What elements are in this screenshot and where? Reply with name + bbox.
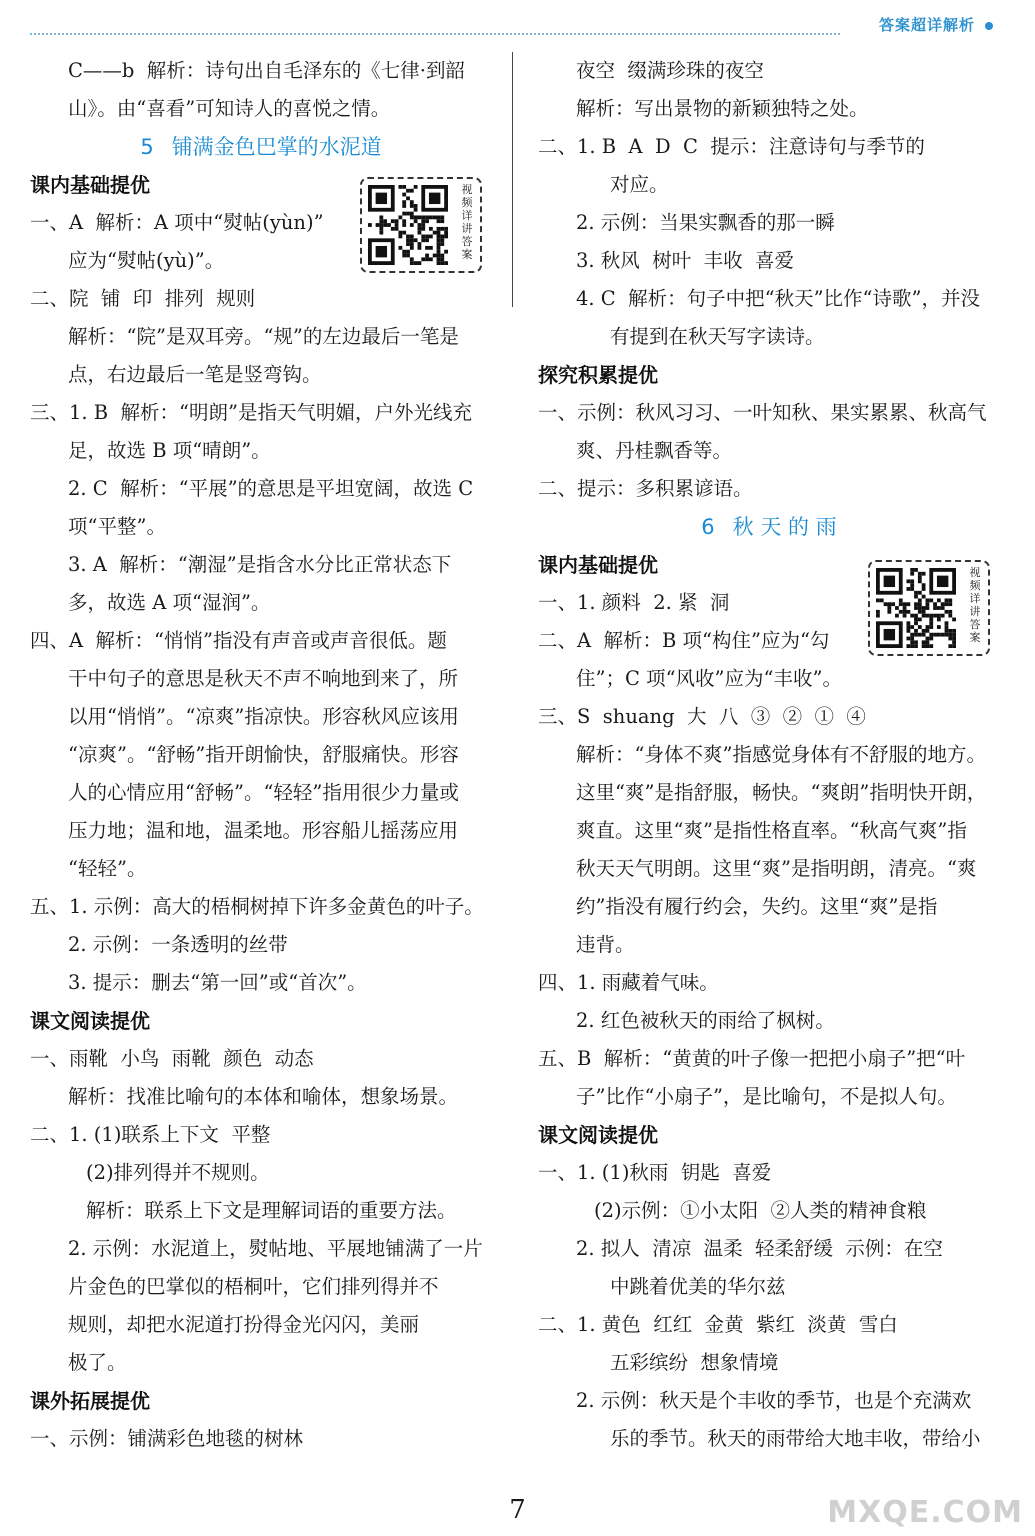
right-column	[538, 52, 1000, 1458]
answer-line: 爽、丹桂飘香等。	[576, 439, 733, 462]
answer-line: 夜空 缀满珍珠的夜空	[576, 59, 764, 82]
answer-line: 三、1. B 解析：“明朗”是指天气明媚，户外光线充	[30, 401, 472, 424]
answer-line: 2. 示例：秋天是个丰收的季节，也是个充满欢	[576, 1389, 972, 1412]
lesson-number: 5	[140, 135, 154, 159]
answer-line: 二、1. 黄色 红红 金黄 紫红 淡黄 雪白	[538, 1313, 898, 1336]
column-divider	[512, 52, 513, 307]
answer-line: 二、1. (1)联系上下文 平整	[30, 1123, 271, 1146]
lesson-name: 秋 天 的 雨	[732, 515, 837, 539]
answer-line: 一、示例：铺满彩色地毯的树林	[30, 1427, 304, 1450]
answer-line: 有提到在秋天写字读诗。	[610, 325, 825, 348]
lesson-title	[538, 508, 1000, 546]
answer-line: 人的心情应用“舒畅”。“轻轻”指用很少力量或	[68, 781, 459, 804]
header-dotted-rule	[30, 33, 840, 35]
answer-line: 一、示例：秋风习习、一叶知秋、果实累累、秋高气	[538, 401, 987, 424]
section-heading: 课外拓展提优	[30, 1389, 150, 1413]
answer-line: 2. 示例：当果实飘香的那一瞬	[576, 211, 835, 234]
answer-line: 四、A 解析：“悄悄”指没有声音或声音很低。题	[30, 629, 447, 652]
answer-line: 乐的季节。秋天的雨带给大地丰收，带给小	[610, 1427, 981, 1450]
answer-line: 2. C 解析：“平展”的意思是平坦宽阔，故选 C	[68, 477, 474, 500]
answer-line: 解析：“院”是双耳旁。“规”的左边最后一笔是	[68, 325, 459, 348]
lesson-number: 6	[701, 515, 715, 539]
answer-line: 压力地；温和地，温柔地。形容船儿摇荡应用	[68, 819, 459, 842]
answer-line: 秋天天气明朗。这里“爽”是指明朗，清亮。“爽	[576, 857, 977, 880]
lesson-name: 铺满金色巴掌的水泥道	[171, 135, 382, 159]
answer-line: 干中句子的意思是秋天不声不响地到来了，所	[68, 667, 459, 690]
answer-line: 三、S shuang 大 八 ③ ② ① ④	[538, 705, 866, 728]
answer-line: 片金色的巴掌似的梧桐叶，它们排列得并不	[68, 1275, 439, 1298]
answer-line: “凉爽”。“舒畅”指开朗愉快，舒服痛快。形容	[68, 743, 459, 766]
answer-line: 这里“爽”是指舒服，畅快。“爽朗”指明快开朗，	[576, 781, 987, 804]
answer-line: 中跳着优美的华尔兹	[610, 1275, 786, 1298]
answer-line: “轻轻”。	[68, 857, 147, 880]
answer-line: (2)排列得并不规则。	[86, 1161, 270, 1184]
answer-line: 子”比作“小扇子”，是比喻句，不是拟人句。	[576, 1085, 957, 1108]
answer-line: 山》。由“喜看”可知诗人的喜悦之情。	[68, 97, 391, 120]
answer-line: C——b 解析：诗句出自毛泽东的《七律·到韶	[68, 59, 465, 82]
header-label: 答案超详解析	[878, 16, 975, 34]
section-heading: 课内基础提优	[538, 553, 658, 577]
answer-line: 以用“悄悄”。“凉爽”指凉快。形容秋风应该用	[68, 705, 459, 728]
qr-side-text: 视频详讲答案	[461, 183, 473, 261]
answer-line: 二、1. B A D C 提示：注意诗句与季节的	[538, 135, 925, 158]
section-heading: 探究积累提优	[538, 363, 658, 387]
answer-line: 爽直。这里“爽”是指性格直率。“秋高气爽”指	[576, 819, 967, 842]
answer-line: 约”指没有履行约会，失约。这里“爽”是指	[576, 895, 938, 918]
answer-line: 一、1. 颜料 2. 紧 洞	[538, 591, 730, 614]
answer-line: 二、A 解析：B 项“构住”应为“勾	[538, 629, 830, 652]
answer-line: 规则，却把水泥道打扮得金光闪闪，美丽	[68, 1313, 420, 1336]
answer-line: 一、雨靴 小鸟 雨靴 颜色 动态	[30, 1047, 314, 1070]
section-heading: 课内基础提优	[30, 173, 150, 197]
answer-line: 项“平整”。	[68, 515, 166, 538]
answer-line: 足，故选 B 项“晴朗”。	[68, 439, 271, 462]
answer-line: 点，右边最后一笔是竖弯钩。	[68, 363, 322, 386]
answer-line: 一、1. (1)秋雨 钥匙 喜爱	[538, 1161, 772, 1184]
answer-line: 五、B 解析：“黄黄的叶子像一把把小扇子”把“叶	[538, 1047, 966, 1070]
answer-line: 解析：找准比喻句的本体和喻体，想象场景。	[68, 1085, 459, 1108]
answer-line: 违背。	[576, 933, 635, 956]
qr-code-icon	[368, 185, 448, 265]
qr-side-text: 视频详讲答案	[969, 566, 981, 644]
answer-line: 解析：联系上下文是理解词语的重要方法。	[86, 1199, 457, 1222]
answer-line: 3. 秋风 树叶 丰收 喜爱	[576, 249, 794, 272]
answer-line: 多，故选 A 项“湿润”。	[68, 591, 271, 614]
page-header	[0, 0, 1035, 34]
answer-line: 一、A 解析：A 项中“熨帖(yùn)”	[30, 211, 324, 234]
page-number: 7	[509, 1495, 526, 1525]
section-heading: 课文阅读提优	[538, 1123, 658, 1147]
answer-line: 住”；C 项“风收”应为“丰收”。	[576, 667, 842, 690]
answer-line: (2)示例：①小太阳 ②人类的精神食粮	[594, 1199, 927, 1222]
answer-line: 二、院 铺 印 排列 规则	[30, 287, 256, 310]
answer-line: 极了。	[68, 1351, 127, 1374]
answer-line: 应为“熨帖(yù)”。	[68, 249, 225, 272]
lesson-title	[30, 128, 492, 166]
watermark: MXQE.COM	[827, 1495, 1023, 1530]
answer-line: 解析：写出景物的新颖独特之处。	[576, 97, 869, 120]
answer-line: 四、1. 雨藏着气味。	[538, 971, 719, 994]
qr-code-icon	[876, 568, 956, 648]
answer-line: 五彩缤纷 想象情境	[610, 1351, 779, 1374]
answer-line: 2. 拟人 清凉 温柔 轻柔舒缓 示例：在空	[576, 1237, 943, 1260]
answer-line: 2. 红色被秋天的雨给了枫树。	[576, 1009, 835, 1032]
answer-line: 3. A 解析：“潮湿”是指含水分比正常状态下	[68, 553, 452, 576]
answer-line: 二、提示：多积累谚语。	[538, 477, 753, 500]
qr-code-lesson6[interactable]	[868, 560, 990, 656]
answer-line: 4. C 解析：句子中把“秋天”比作“诗歌”，并没	[576, 287, 980, 310]
section-heading: 课文阅读提优	[30, 1009, 150, 1033]
qr-code-lesson5[interactable]	[360, 177, 482, 273]
answer-line: 2. 示例：水泥道上，熨帖地、平展地铺满了一片	[68, 1237, 483, 1260]
answer-line: 3. 提示：删去“第一回”或“首次”。	[68, 971, 367, 994]
answer-line: 五、1. 示例：高大的梧桐树掉下许多金黄色的叶子。	[30, 895, 484, 918]
answer-line: 2. 示例：一条透明的丝带	[68, 933, 288, 956]
answer-line: 对应。	[610, 173, 669, 196]
answer-line: 解析：“身体不爽”指感觉身体有不舒服的地方。	[576, 743, 986, 766]
header-dot-icon	[985, 22, 993, 30]
